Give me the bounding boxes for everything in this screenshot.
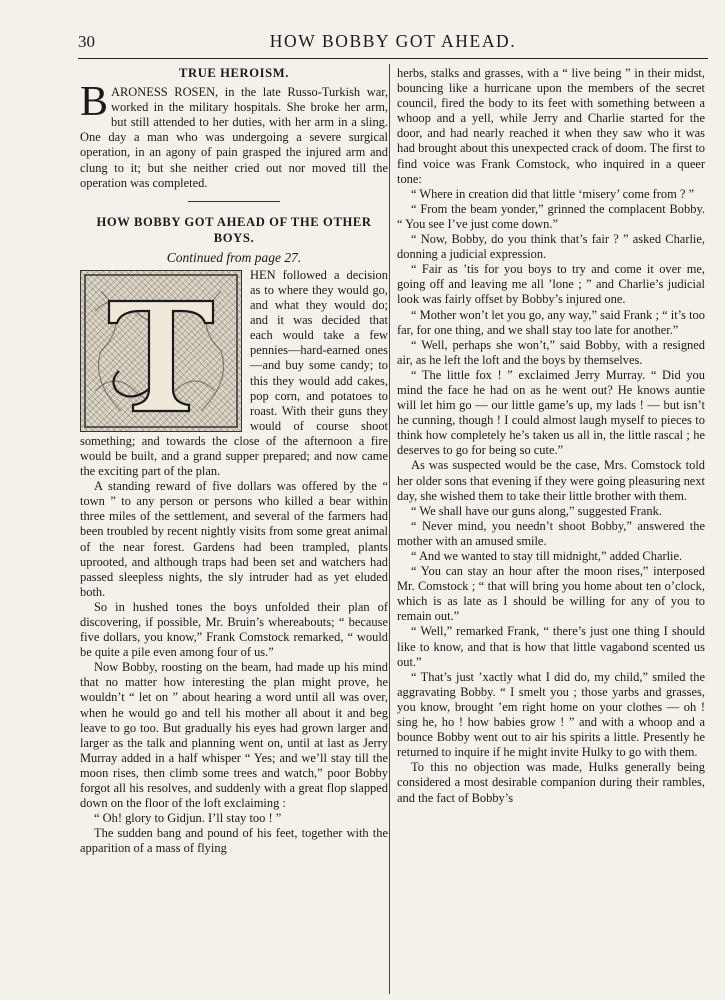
story-paragraph-11: “ Fair as ’tis for you boys to try and come it over me, going off and leaving me all ’lone ; ” and Charlie’s judicial look was fairly offset by Bobby’s injured one. xyxy=(397,262,705,307)
page-number: 30 xyxy=(78,32,95,51)
story-paragraph-5: “ Oh! glory to Gidjun. I’ll stay too ! ” xyxy=(94,811,282,826)
story-paragraph-3: So in hushed tones the boys unfolded their plan of discovering, if possible, Mr. Bruin’s whereabouts; “ because five dollars, you know,” Frank Comstock remarked, “ would be quite a pile even among four of us.” xyxy=(80,599,388,660)
dropcap-letter-b: B xyxy=(80,79,109,126)
story-paragraph-22: To this no objection was made, Hulks generally being considered a most desirable companion during their rambles, and the fact of Bobby’s xyxy=(397,760,705,805)
story-paragraph-17: “ Never mind, you needn’t shoot Bobby,” answered the mother with an amused smile. xyxy=(397,518,705,548)
story-paragraph-9: “ From the beam yonder,” grinned the complacent Bobby. “ You see I’ve just come down.” xyxy=(397,201,705,231)
story-title: HOW BOBBY GOT AHEAD OF THE OTHER BOYS. xyxy=(96,214,372,245)
right-column xyxy=(397,66,705,806)
column-rule xyxy=(389,64,390,994)
section-divider xyxy=(188,201,280,202)
story-paragraph-13: “ Well, perhaps she won’t,” said Bobby, with a resigned air, as he left the loft and the boys by themselves. xyxy=(397,337,705,367)
story-paragraph-19: “ You can stay an hour after the moon rises,” interposed Mr. Comstock ; “ that will bring you home about ten o’clock, which is as late as I should be willing for any of you to remain out.” xyxy=(397,564,705,624)
true-heroism-title: TRUE HEROISM. xyxy=(179,66,289,80)
ornamental-dropcap-t xyxy=(80,270,242,432)
true-heroism-paragraph xyxy=(80,79,388,191)
story-paragraph-4: Now Bobby, roosting on the beam, had made up his mind that no matter how interesting the plan might prove, he wouldn’t “ let on ” about hearing a word until all was over, when he would go and tell his mother all about it and beg leave to go too. But gradually his eyes had grown larger and larger as the talk and planning went on, until at last as Jerry Murray added in a half whisper “ Yes; and we’ll stay till the moon rises, then climb some trees and watch,” poor Bobby forgot all his resolves, and suddenly with a great flop slapped down on the floor of the loft exclaiming : xyxy=(80,660,388,811)
story-paragraph-8: “ Where in creation did that little ‘misery’ come from ? ” xyxy=(411,186,695,201)
story-paragraph-20: “ Well,” remarked Frank, “ there’s just one thing I should like to know, and that is how that little vagabond scented us out.” xyxy=(397,624,705,669)
story-paragraph-15: As was suspected would be the case, Mrs. Comstock told her older sons that evening if they were going pleasuring next day, she wished them to take their little brother with them. xyxy=(397,458,705,503)
page-header xyxy=(78,28,708,59)
story-paragraph-6: The sudden bang and pound of his feet, together with the apparition of a mass of flying xyxy=(80,826,388,856)
running-title: HOW BOBBY GOT AHEAD. xyxy=(269,31,517,51)
continued-note: Continued from page 27. xyxy=(166,249,302,265)
true-heroism-text: ARONESS ROSEN, in the late Russo-Turkish war, worked in the military hospitals. She broke her arm, but still attended to her duties, with her arm in a sling. One day a man who was undergoing a severe surgical operation, in an agony of pain grasped the injured arm and clung to it; but she neither cried out nor moved till the operation was completed. xyxy=(80,85,388,190)
story-paragraph-12: “ Mother won’t let you go, any way,” said Frank ; “ it’s too far, for one thing, and we shall stay too late for another.” xyxy=(397,307,705,337)
story-paragraph-2: A standing reward of five dollars was offered by the “ town ” to any person or persons who killed a bear within three miles of the settlement, and several of the farmers had been troubled by recent nightly visits from some great animal of the near forest. Gardens had been trampled, plants uprooted, and although traps had been set and watchers had passed sleepless nights, the sly intruder had as yet eluded both. xyxy=(80,479,388,599)
story-paragraph-18: “ And we wanted to stay till midnight,” added Charlie. xyxy=(411,549,683,563)
story-paragraph-16: “ We shall have our guns along,” suggested Frank. xyxy=(411,503,662,518)
ornamental-initial-image xyxy=(81,271,241,431)
story-paragraph-1: HEN followed a decision as to where they would go, and what they would do; and it was decided that each would take a few pennies—hard-earned ones—and buy some candy; to this they would add cakes, pop corn, and potatoes to roast. With their guns they would of course shoot something; and towards the close of the afternoon a fire would be built, and a grand supper prepared; and now came the exciting part of the plan. xyxy=(80,267,388,479)
story-paragraph-21: “ That’s just ’xactly what I did do, my child,” smiled the aggravating Bobby. “ I smelt you ; those yarbs and grasses, you know, brought ’em right home on your clothes — oh ! sing he, ho ! how babies grow ! ” and with a whoop and a bounce Bobby went out to air his spirits a little. Presently he returned to inquire if he might invite Hulky to go with them. xyxy=(397,669,705,760)
story-paragraph-14: “ The little fox ! ” exclaimed Jerry Murray. “ Did you mind the face he had on as he went out? He knows auntie will let him go — our little game’s up, my lads ! — but isn’t he cunning, though ! I could almost laugh myself to pieces to think how completely he’s taken us all in, the little rascal ; he deserves to go for being so cute.” xyxy=(397,367,705,458)
story-paragraph-10: “ Now, Bobby, do you think that’s fair ? ” asked Charlie, donning a judicial expression. xyxy=(397,232,705,262)
left-column xyxy=(80,66,388,857)
story-paragraph-7: herbs, stalks and grasses, with a “ live being ” in their midst, bouncing like a hurricane upon the members of the secret council, fired the body to its feet with something between a whoop and a yell, while Jerry and Charlie started for the door, and had nearly reached it when they saw who it was had brought about this unexpected crack of doom. The first to find voice was Frank Comstock, who inquired in a queer tone: xyxy=(397,66,705,186)
